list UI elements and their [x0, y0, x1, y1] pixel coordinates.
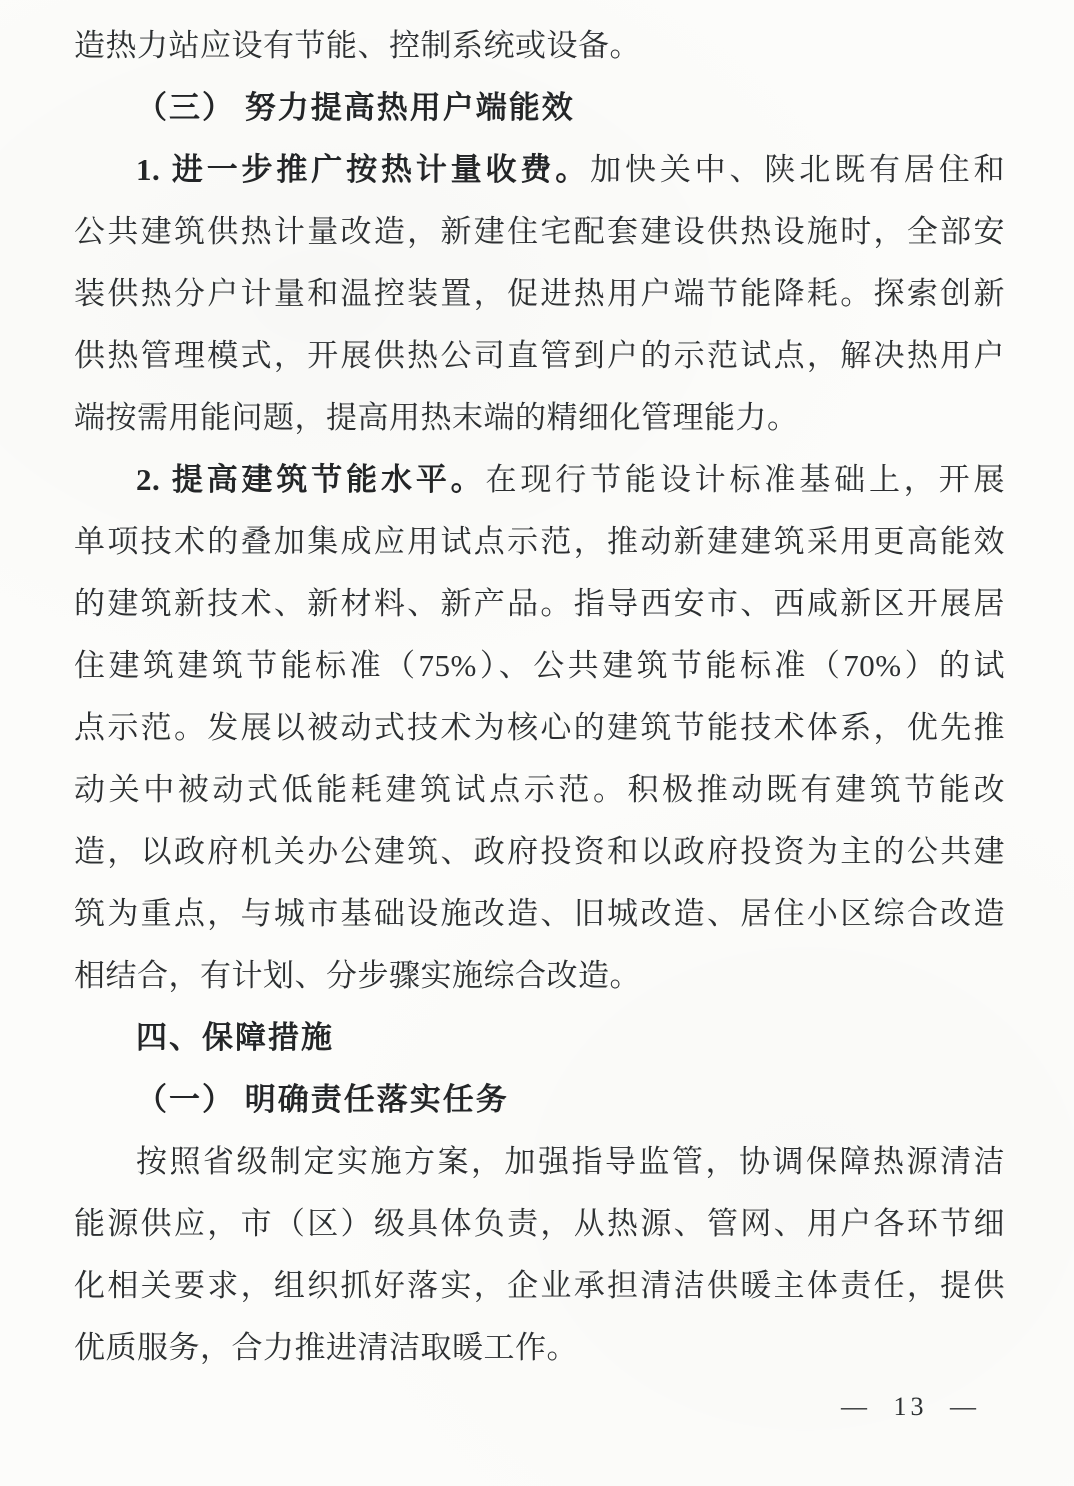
body-text: 筑为重点，与城市基础设施改造、旧城改造、居住小区综合改造 — [74, 896, 1005, 931]
text-line — [74, 1131, 1005, 1193]
text-line — [74, 945, 1005, 1007]
bold-lead-text: 1. 进一步推广按热计量收费。 — [136, 152, 591, 187]
bold-lead-text: （三） 努力提高热用户端能效 — [136, 90, 575, 125]
body-text: 加快关中、陕北既有居住和 — [590, 152, 1006, 187]
heading-line — [74, 77, 1005, 139]
text-line — [74, 449, 1005, 511]
text-line — [74, 697, 1005, 759]
text-line — [74, 821, 1005, 883]
body-text: 相结合，有计划、分步骤实施综合改造。 — [74, 958, 641, 993]
body-text: 优质服务，合力推进清洁取暖工作。 — [74, 1330, 578, 1365]
text-line — [74, 511, 1005, 573]
page-number: — 13 — — [841, 1392, 980, 1421]
body-text: 单项技术的叠加集成应用试点示范，推动新建建筑采用更高能效 — [74, 524, 1005, 559]
document-content — [74, 15, 1005, 1379]
body-text: 端按需用能问题，提高用热末端的精细化管理能力。 — [74, 400, 799, 435]
text-line — [74, 263, 1005, 325]
text-line — [74, 573, 1005, 635]
body-text: 造，以政府机关办公建筑、政府投资和以政府投资为主的公共建 — [74, 834, 1005, 869]
text-line — [74, 1255, 1005, 1317]
body-text: 的建筑新技术、新材料、新产品。指导西安市、西咸新区开展居 — [74, 586, 1005, 621]
text-line — [74, 635, 1005, 697]
text-line — [74, 201, 1005, 263]
body-text: 能源供应，市（区）级具体负责，从热源、管网、用户各环节细 — [74, 1206, 1005, 1241]
text-line — [74, 15, 1005, 77]
body-text: 化相关要求，组织抓好落实，企业承担清洁供暖主体责任，提供 — [74, 1268, 1005, 1303]
text-line — [74, 1193, 1005, 1255]
text-line — [74, 759, 1005, 821]
body-text: 按照省级制定实施方案，加强指导监管，协调保障热源清洁 — [136, 1144, 1005, 1179]
text-line — [74, 387, 1005, 449]
body-text: 造热力站应设有节能、控制系统或设备。 — [74, 28, 641, 63]
body-text: 公共建筑供热计量改造，新建住宅配套建设供热设施时，全部安 — [74, 214, 1005, 249]
body-text: 动关中被动式低能耗建筑试点示范。积极推动既有建筑节能改 — [74, 772, 1005, 807]
bold-lead-text: 四、保障措施 — [136, 1020, 334, 1055]
text-line — [74, 1317, 1005, 1379]
text-line — [74, 883, 1005, 945]
body-text: 供热管理模式，开展供热公司直管到户的示范试点，解决热用户 — [74, 338, 1005, 373]
heading-line — [74, 1007, 1005, 1069]
heading-line — [74, 1069, 1005, 1131]
body-text: 点示范。发展以被动式技术为核心的建筑节能技术体系，优先推 — [74, 710, 1005, 745]
bold-lead-text: 2. 提高建筑节能水平。 — [136, 462, 486, 497]
text-line — [74, 139, 1005, 201]
body-text: 装供热分户计量和温控装置，促进热用户端节能降耗。探索创新 — [74, 276, 1005, 311]
body-text: 住建筑建筑节能标准（75%）、公共建筑节能标准（70%）的试 — [74, 648, 1005, 683]
text-line — [74, 325, 1005, 387]
body-text: 在现行节能设计标准基础上，开展 — [485, 462, 1006, 497]
bold-lead-text: （一） 明确责任落实任务 — [136, 1082, 509, 1117]
